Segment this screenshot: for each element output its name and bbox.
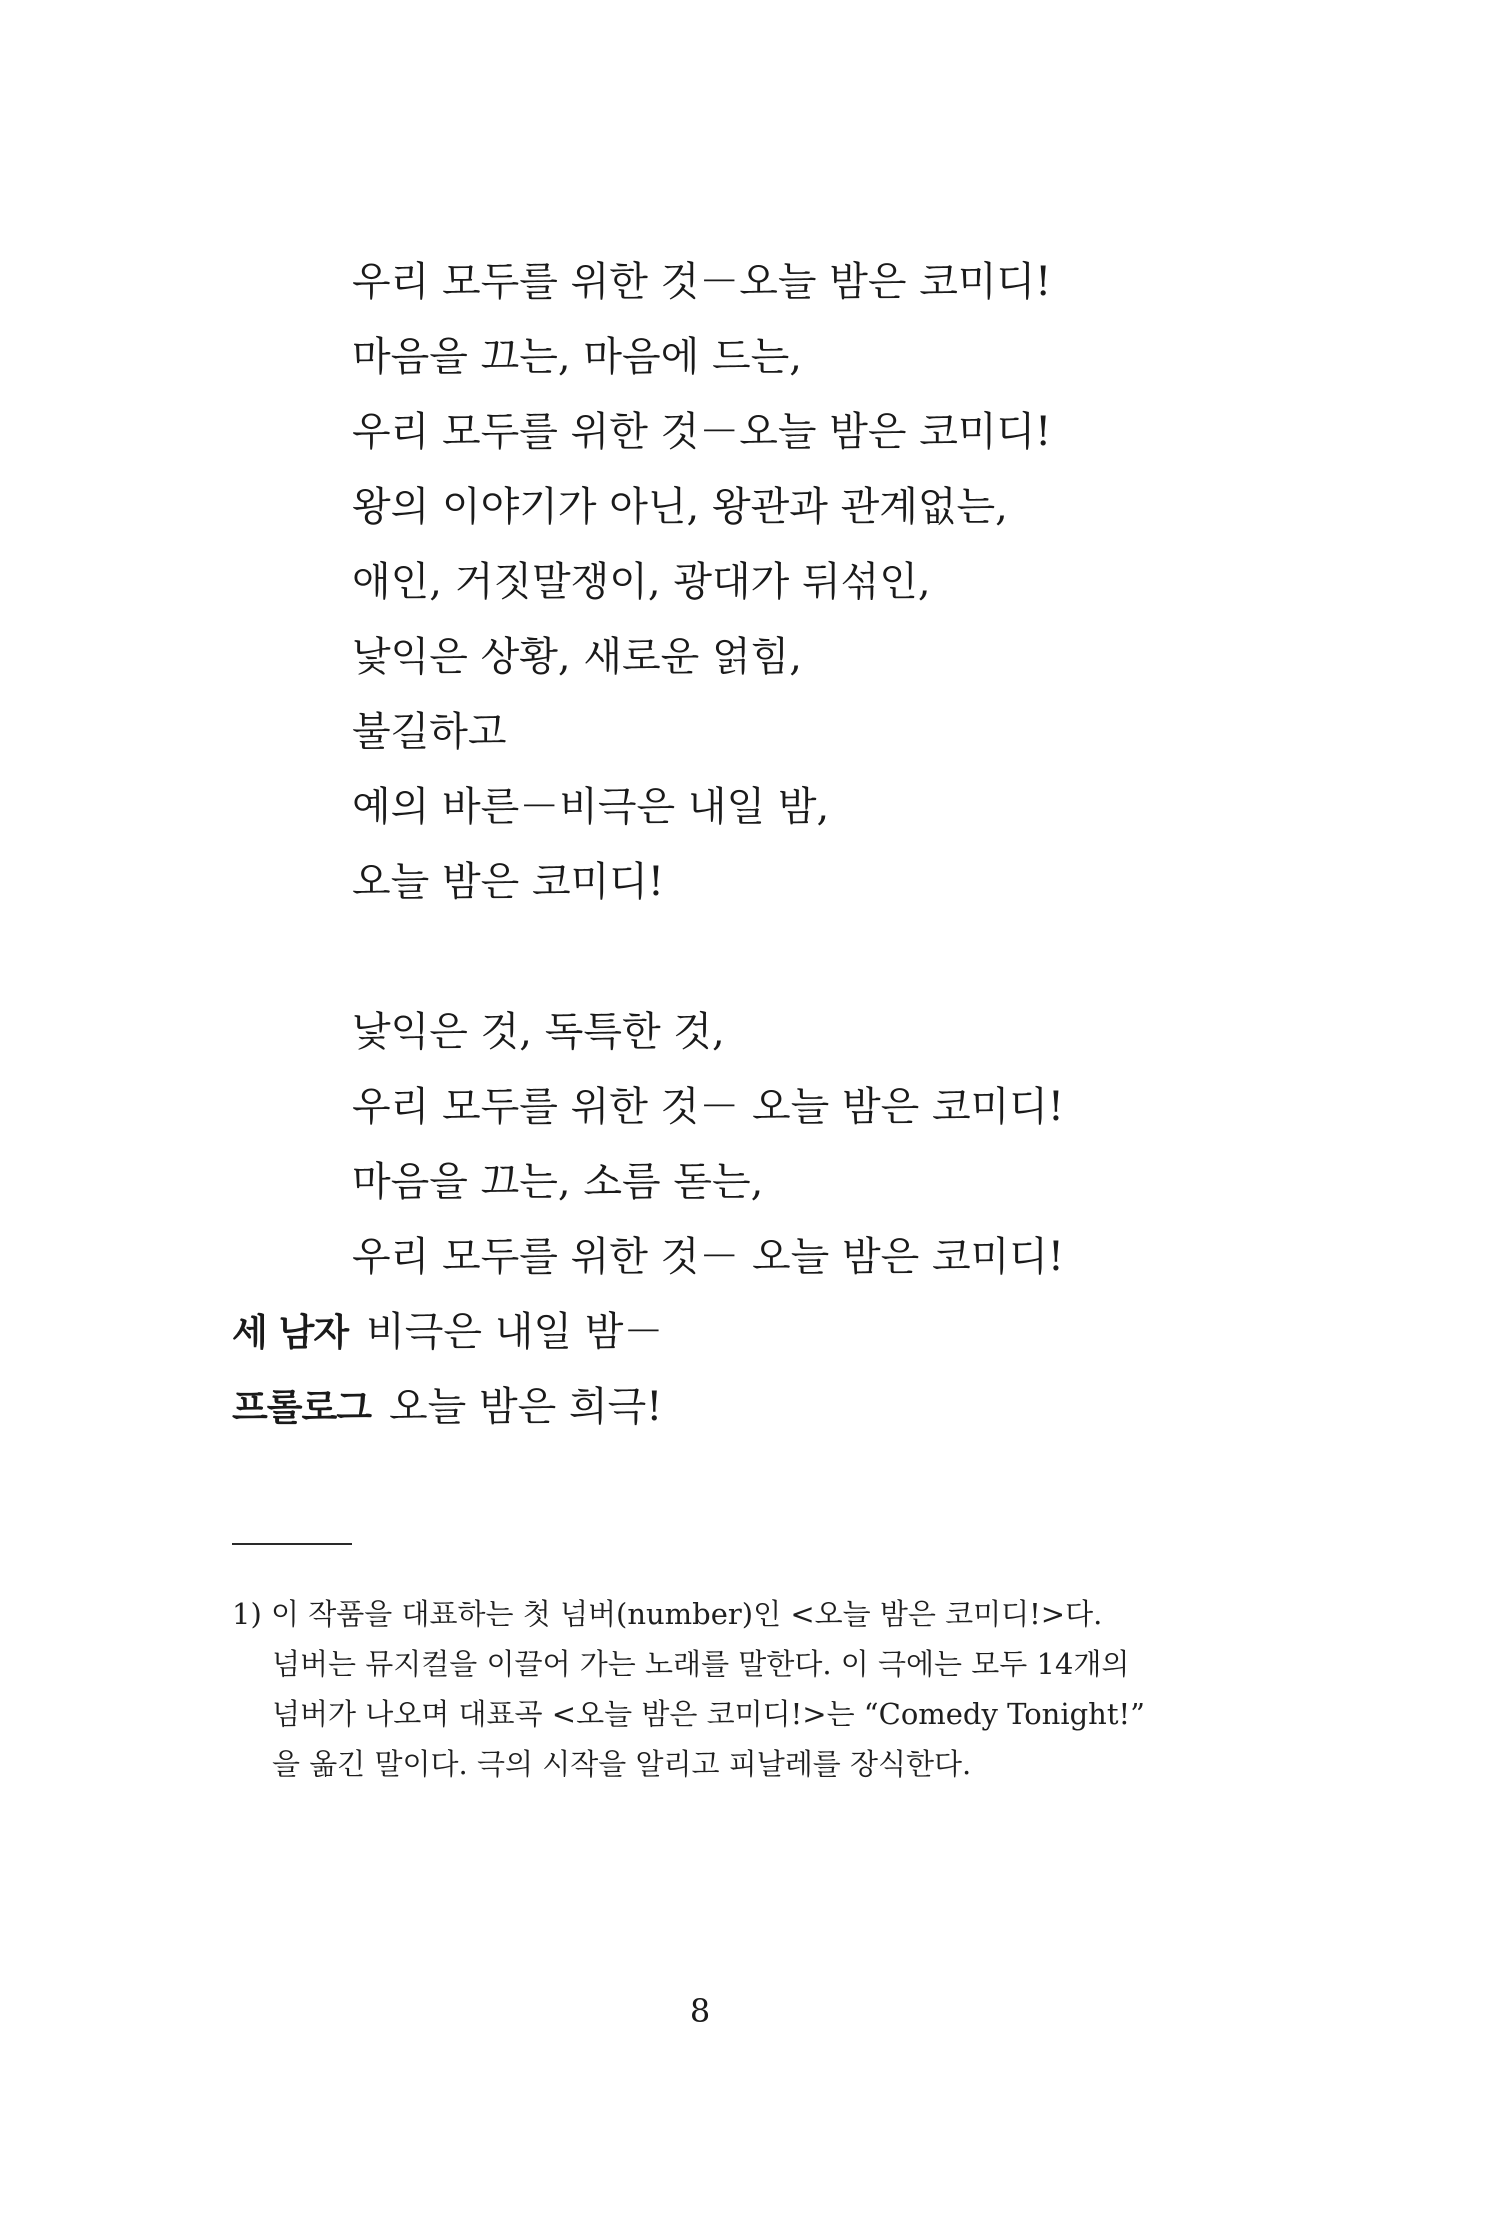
lyric-line: 우리 모두를 위한 것－오늘 밤은 코미디! <box>352 259 1052 305</box>
lyric-line: 우리 모두를 위한 것－ 오늘 밤은 코미디! <box>352 1234 1064 1280</box>
lyric-line: 우리 모두를 위한 것－ 오늘 밤은 코미디! <box>352 1084 1064 1130</box>
dialogue-text: 오늘 밤은 희극! <box>388 1384 663 1430</box>
lyric-line: 우리 모두를 위한 것－오늘 밤은 코미디! <box>352 409 1052 455</box>
lyric-line: 왕의 이야기가 아닌, 왕관과 관계없는, <box>352 484 1008 530</box>
lyric-line: 마음을 끄는, 마음에 드는, <box>352 334 802 380</box>
footnote-line: 넘버는 뮤지컬을 이끌어 가는 노래를 말한다. 이 극에는 모두 14개의 <box>272 1647 1130 1681</box>
lyric-line: 마음을 끄는, 소름 돋는, <box>352 1159 764 1205</box>
lyric-line: 오늘 밤은 코미디! <box>352 859 664 905</box>
footnote-separator <box>232 1543 352 1545</box>
dialogue-text: 비극은 내일 밤－ <box>366 1309 664 1355</box>
footnote-line: 넘버가 나오며 대표곡 <오늘 밤은 코미디!>는 “Comedy Tonight!” <box>272 1697 1145 1731</box>
lyric-line: 애인, 거짓말쟁이, 광대가 뒤섞인, <box>352 559 931 605</box>
page-number: 8 <box>689 1992 711 2030</box>
lyric-line: 낯익은 상황, 새로운 얽힘, <box>352 634 802 680</box>
dialogue-line <box>232 1309 664 1355</box>
speaker-name: 프롤로그 <box>232 1386 371 1429</box>
speaker-name: 세 남자 <box>232 1311 349 1354</box>
footnote-line: 을 옮긴 말이다. 극의 시작을 알리고 피날레를 장식한다. <box>272 1747 972 1781</box>
dialogue-line <box>232 1384 663 1430</box>
footnote-line: 1) 이 작품을 대표하는 첫 넘버(number)인 <오늘 밤은 코미디!>다. <box>232 1597 1103 1631</box>
lyric-line: 낯익은 것, 독특한 것, <box>352 1009 725 1055</box>
lyric-line: 예의 바른－비극은 내일 밤, <box>352 784 830 830</box>
lyric-line: 불길하고 <box>352 709 507 755</box>
